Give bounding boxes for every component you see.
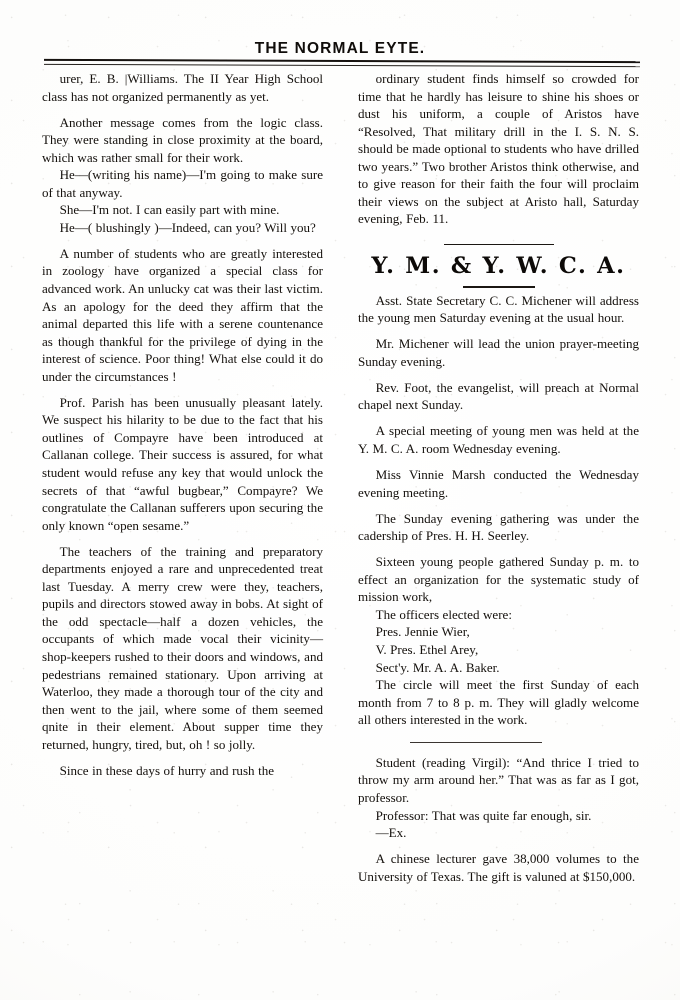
paragraph: He—(writing his name)—I'm going to make sure of that anyway. <box>42 167 323 200</box>
paragraph: urer, E. B. |Williams. The II Year High School class has not organized permanently as yet. <box>42 71 323 104</box>
officer-vice-president: V. Pres. Ethel Arey, <box>375 642 479 657</box>
section-heading-ymca: Y. M. & Y. W. C. A. <box>371 253 626 280</box>
paragraph: The circle will meet the first Sunday of each month from 7 to 8 p. m. They will gladly welcome all others interested in the work. <box>358 677 639 728</box>
officer-secretary: Sect'y. Mr. A. A. Baker. <box>375 659 500 675</box>
paragraph: Sixteen young people gathered Sunday p. m. to effect an organization for the systematic study of mission work, <box>358 554 639 605</box>
masthead-rule-thin <box>44 64 640 67</box>
paragraph: A chinese lecturer gave 38,000 volumes to the University of Texas. The gift is valuned at $150,000. <box>358 851 639 884</box>
paragraph: Asst. State Secretary C. C. Michener will address the young men Saturday evening at the usual hour. <box>358 292 639 326</box>
section-heading-block <box>358 244 639 288</box>
paragraph: Miss Vinnie Marsh conducted the Wednesday evening meeting. <box>358 467 639 500</box>
paragraph: Student (reading Virgil): “And thrice I tried to throw my arm around her.” That was as far as I got, professor. <box>358 754 639 805</box>
masthead-double-rule <box>44 59 640 70</box>
joke-attribution: —Ex. <box>375 825 407 841</box>
paragraph: A special meeting of young men was held at the Y. M. C. A. room Wednesday evening. <box>358 423 639 457</box>
officer-president: Pres. Jennie Wier, <box>375 624 470 640</box>
masthead-rule-thick <box>44 59 640 64</box>
paragraph: A number of students who are greatly interested in zoology have organized a special class for advanced work. An unlucky cat was their last victim. As an apology for the deed they affirm that the animal departed this life with a serene countenance as though thankful for the privilege of dying in the interest of science. Poor thing! What else could it do under the circumstances ! <box>42 245 323 384</box>
officers-intro: The officers elected were: <box>375 606 512 622</box>
publication-title: THE NORMAL EYTE. <box>254 40 426 57</box>
paragraph: ordinary student finds himself so crowded for time that he hardly has leisure to shine his shoes or dust his uniform, a couple of Aristos have “Resolved, That military drill in the I. S. N. S. should be made optional to students who have drilled two years.” Two brother Aristos think otherwise, and to give reason for their faith the four will proclaim their views on the subject at Aristo hall, Saturday evening, Feb. 11. <box>358 71 639 227</box>
masthead <box>0 40 680 58</box>
paragraph: Another message comes from the logic class. They were standing in close proximity at the board, which was rather small for their work. <box>42 114 323 165</box>
paragraph: Since in these days of hurry and rush the <box>59 762 275 778</box>
paragraph: She—I'm not. I can easily part with mine. <box>59 202 280 218</box>
paragraph: Mr. Michener will lead the union prayer-meeting Sunday evening. <box>358 336 639 369</box>
item-divider-rule <box>410 742 542 743</box>
left-column <box>42 70 323 779</box>
right-column <box>358 70 639 885</box>
section-rule-top <box>444 244 554 245</box>
paragraph: He—( blushingly )—Indeed, can you? Will you? <box>59 219 316 235</box>
paragraph: The teachers of the training and preparatory departments enjoyed a rare and unprecedented treat last Tuesday. A merry crew were they, teachers, pupils and directors stowed away in bobs. At sight of the odd spectacle—half a dozen vehicles, the occupants of which made vocal their vicinity— shop-keepers rushed to their doors and windows, and pedestrians remained stationary. Upon arriving at Waterloo, they made a thorough tour of the city and then went to the jail, where some of them seemed qnite in their element. About supper time they returned, hungry, tired, but, oh ! so jolly. <box>42 543 323 752</box>
paragraph: Professor: That was quite far enough, sir. <box>375 807 592 823</box>
paragraph: Prof. Parish has been unusually pleasant lately. We suspect his hilarity to be due to the fact that his outlines of Compayre have been introduced at Callanan college. Their success is assured, for what student would refuse any key that would unlock the secrets of that “awful bugbear,” Compayre? We congratulate the Callanan sufferers upon securing the only known “open sesame.” <box>42 394 323 533</box>
paragraph: Rev. Foot, the evangelist, will preach at Normal chapel next Sunday. <box>358 379 639 413</box>
section-rule-bottom <box>463 286 535 287</box>
paragraph: The Sunday evening gathering was under the cadership of Pres. H. H. Seerley. <box>358 510 639 544</box>
